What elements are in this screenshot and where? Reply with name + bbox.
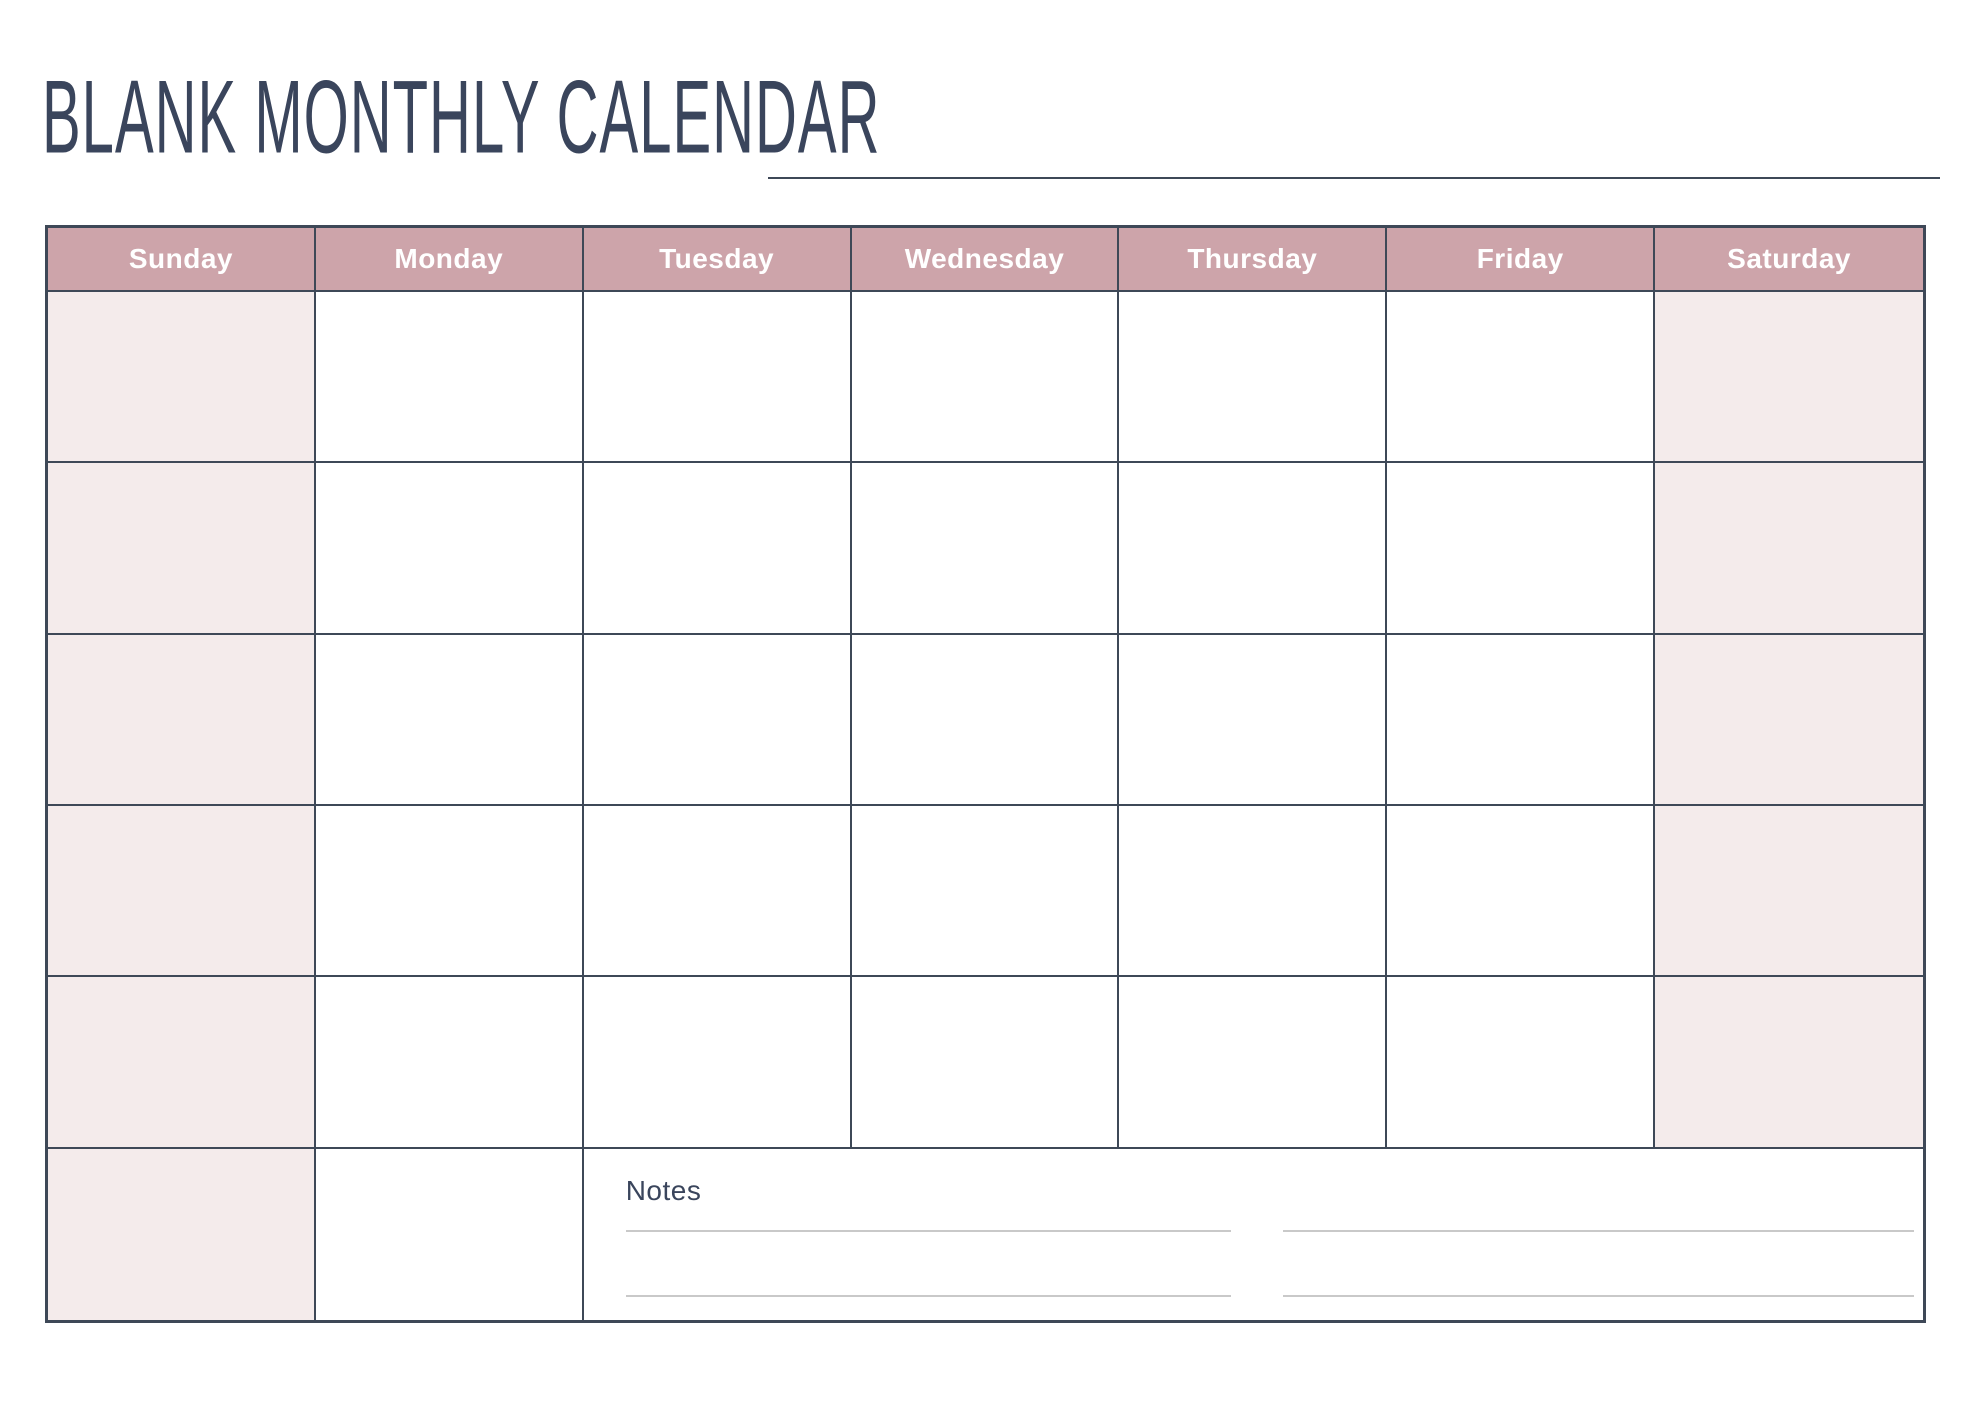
notes-line[interactable] [1283,1230,1914,1232]
day-cell-week2-saturday[interactable] [1655,463,1923,634]
day-cell-week4-sunday[interactable] [48,806,316,977]
day-cell-week1-wednesday[interactable] [852,292,1120,463]
day-cell-week3-tuesday[interactable] [584,635,852,806]
notes-line[interactable] [626,1295,1231,1297]
day-cell-week4-monday[interactable] [316,806,584,977]
day-cell-week2-thursday[interactable] [1119,463,1387,634]
calendar-grid [45,225,1926,1323]
day-cell-week1-tuesday[interactable] [584,292,852,463]
day-cell-week1-sunday[interactable] [48,292,316,463]
day-cell-week5-sunday[interactable] [48,977,316,1148]
day-cell-week5-friday[interactable] [1387,977,1655,1148]
day-cell-week3-thursday[interactable] [1119,635,1387,806]
day-header-wednesday: Wednesday [852,228,1120,292]
notes-line[interactable] [1283,1295,1914,1297]
day-cell-week3-sunday[interactable] [48,635,316,806]
day-cell-week2-tuesday[interactable] [584,463,852,634]
title-underline [768,177,1940,179]
day-cell-week5-tuesday[interactable] [584,977,852,1148]
day-cell-week1-monday[interactable] [316,292,584,463]
day-cell-week4-wednesday[interactable] [852,806,1120,977]
day-cell-week1-saturday[interactable] [1655,292,1923,463]
day-cell-week2-monday[interactable] [316,463,584,634]
day-cell-week5-saturday[interactable] [1655,977,1923,1148]
day-cell-week5-thursday[interactable] [1119,977,1387,1148]
day-cell-week6-sunday[interactable] [48,1149,316,1320]
day-header-tuesday: Tuesday [584,228,852,292]
day-header-thursday: Thursday [1119,228,1387,292]
day-cell-week2-friday[interactable] [1387,463,1655,634]
day-cell-week3-saturday[interactable] [1655,635,1923,806]
notes-area[interactable] [584,1149,1923,1320]
day-cell-week6-monday[interactable] [316,1149,584,1320]
notes-label: Notes [625,1174,702,1206]
day-cell-week3-monday[interactable] [316,635,584,806]
day-cell-week1-thursday[interactable] [1119,292,1387,463]
day-header-saturday: Saturday [1655,228,1923,292]
day-cell-week4-friday[interactable] [1387,806,1655,977]
notes-line[interactable] [626,1230,1231,1232]
day-cell-week4-thursday[interactable] [1119,806,1387,977]
day-cell-week3-friday[interactable] [1387,635,1655,806]
page-title: BLANK MONTHLY CALENDAR [42,58,881,176]
day-cell-week5-wednesday[interactable] [852,977,1120,1148]
day-cell-week2-wednesday[interactable] [852,463,1120,634]
day-header-sunday: Sunday [48,228,316,292]
day-cell-week4-tuesday[interactable] [584,806,852,977]
day-header-friday: Friday [1387,228,1655,292]
day-cell-week2-sunday[interactable] [48,463,316,634]
day-cell-week1-friday[interactable] [1387,292,1655,463]
day-cell-week3-wednesday[interactable] [852,635,1120,806]
day-cell-week5-monday[interactable] [316,977,584,1148]
day-header-monday: Monday [316,228,584,292]
day-cell-week4-saturday[interactable] [1655,806,1923,977]
